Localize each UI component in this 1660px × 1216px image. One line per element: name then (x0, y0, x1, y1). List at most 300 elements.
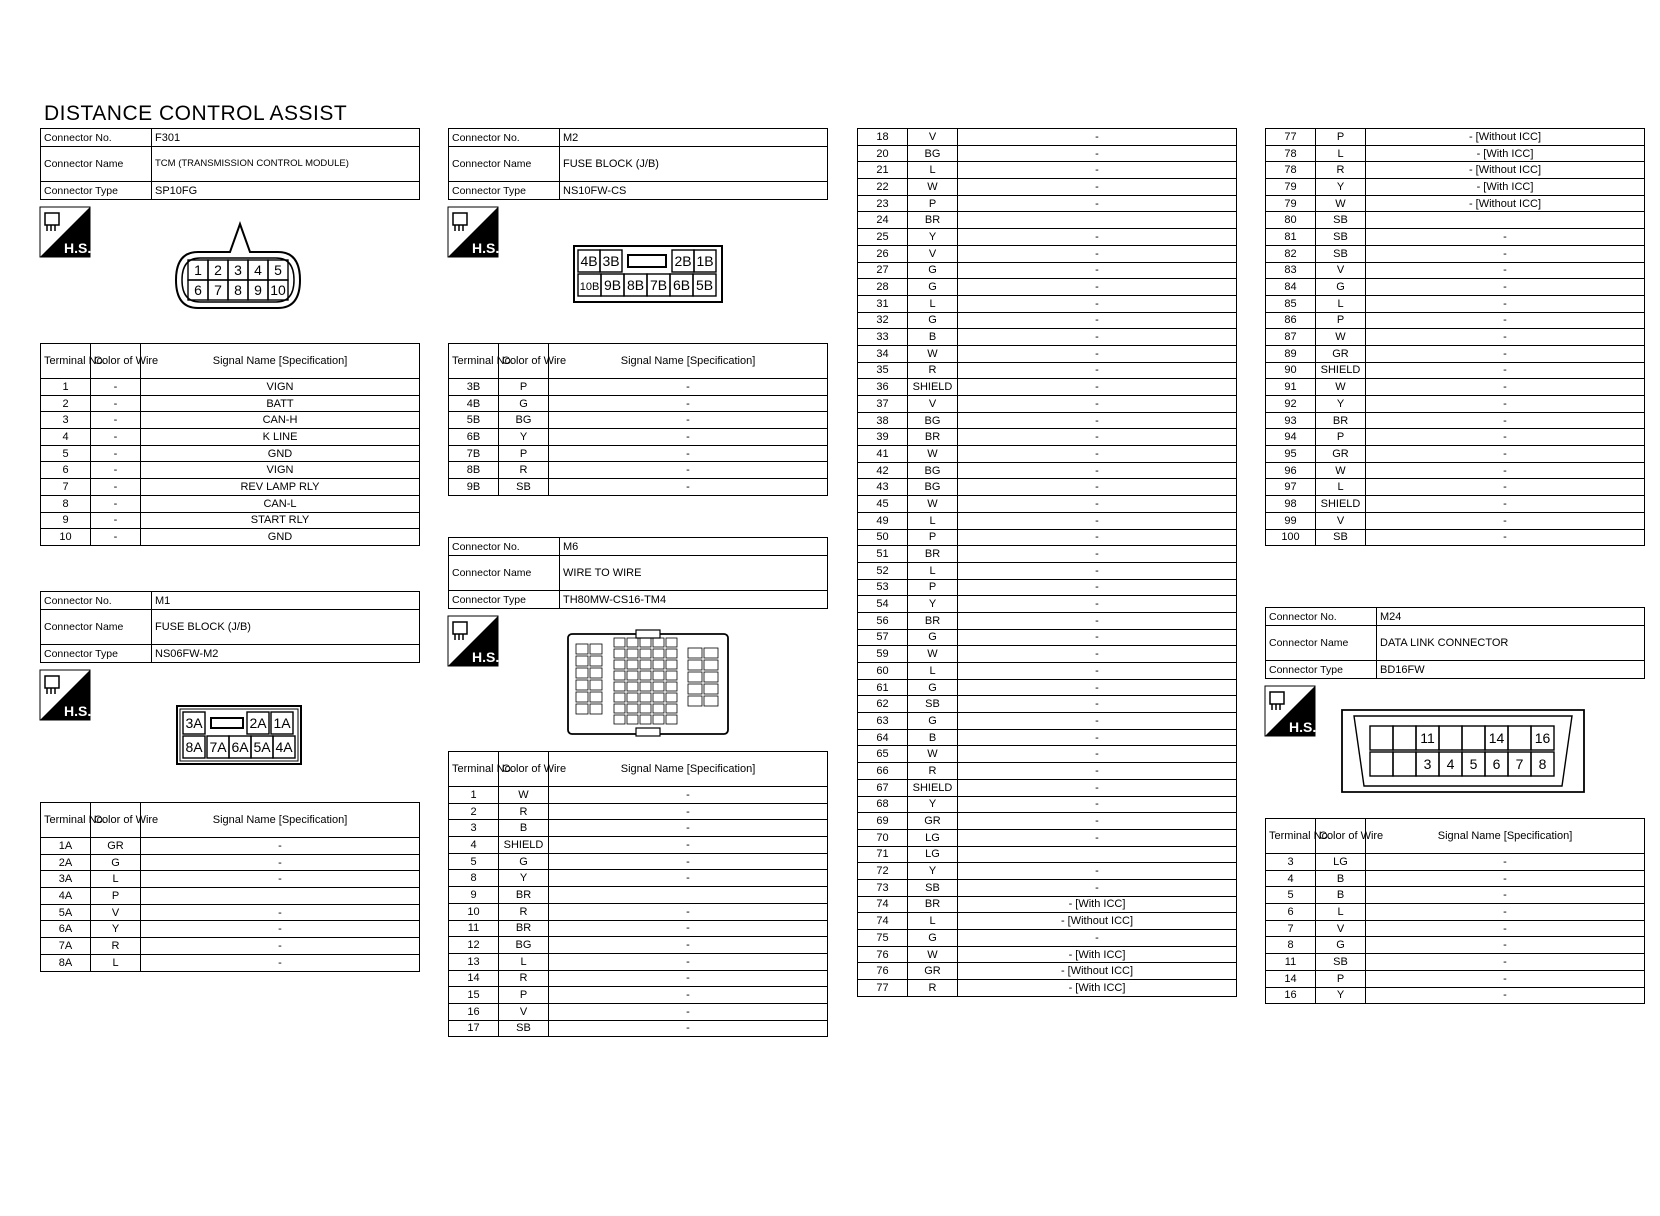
terminal-no: 37 (858, 396, 908, 413)
terminal-header: Terminal No. (449, 344, 499, 379)
table-row (858, 229, 1237, 246)
terminal-no: 5 (449, 853, 499, 870)
pin-label: 7 (214, 282, 222, 298)
harness-side-icon (40, 670, 90, 720)
terminal-no: 8 (41, 495, 91, 512)
wire-color: R (1316, 162, 1366, 179)
wire-color: GR (908, 813, 958, 830)
wire-color: B (908, 729, 958, 746)
table-row (858, 329, 1237, 346)
signal-name: - (1366, 920, 1645, 937)
wire-color: W (908, 946, 958, 963)
wire-color: BR (499, 887, 549, 904)
terminal-no: 76 (858, 963, 908, 980)
wire-color: BR (908, 896, 958, 913)
signal-name: - [With ICC] (958, 980, 1237, 997)
connector-cavity (640, 682, 651, 691)
wire-color: - (91, 412, 141, 429)
wire-color: W (1316, 329, 1366, 346)
terminal-no: 95 (1266, 446, 1316, 463)
connector-cavity (666, 671, 677, 680)
terminal-no: 41 (858, 446, 908, 463)
terminal-no: 14 (1266, 970, 1316, 987)
pin-label: 2A (249, 715, 267, 731)
signal-name: - (1366, 396, 1645, 413)
terminal-no: 5B (449, 412, 499, 429)
wire-color: W (1316, 195, 1366, 212)
signal-name: - (549, 870, 828, 887)
table-row (449, 1020, 828, 1037)
table-row (858, 179, 1237, 196)
signal-name: - (1366, 379, 1645, 396)
wire-color: SB (499, 1020, 549, 1037)
signal-name: - (1366, 446, 1645, 463)
terminal-no: 2 (41, 395, 91, 412)
signal-name: K LINE (141, 429, 420, 446)
wire-color: R (908, 980, 958, 997)
table-row (449, 837, 828, 854)
svg-text:H.S.: H.S. (472, 649, 500, 665)
connector-cavity (614, 649, 625, 658)
wire-color: SHIELD (908, 779, 958, 796)
table-row (1266, 887, 1645, 904)
table-row (858, 829, 1237, 846)
signal-header: Signal Name [Specification] (549, 752, 828, 787)
table-row (449, 820, 828, 837)
terminal-no: 2A (41, 854, 91, 871)
table-row (858, 612, 1237, 629)
connector-cavity (614, 671, 625, 680)
table-row (449, 853, 828, 870)
connector-key (628, 255, 666, 267)
terminal-no: 54 (858, 596, 908, 613)
wire-color: G (908, 312, 958, 329)
svg-text:H.S.: H.S. (1289, 719, 1317, 735)
terminal-no: 67 (858, 779, 908, 796)
wire-color: P (908, 529, 958, 546)
table-row (1266, 145, 1645, 162)
signal-name: - (958, 796, 1237, 813)
terminal-no: 43 (858, 479, 908, 496)
signal-name: - [With ICC] (1366, 145, 1645, 162)
signal-name: - (549, 920, 828, 937)
signal-name: - (958, 429, 1237, 446)
wire-color: SHIELD (908, 379, 958, 396)
connector-cavity (653, 693, 664, 702)
terminal-no: 26 (858, 245, 908, 262)
pin-label: 8 (234, 282, 242, 298)
table-row (41, 445, 420, 462)
wire-color: Y (499, 870, 549, 887)
signal-name: - (1366, 279, 1645, 296)
table-row (41, 871, 420, 888)
terminal-no: 12 (449, 937, 499, 954)
connector-cavity (653, 682, 664, 691)
signal-name: - (141, 854, 420, 871)
terminal-no: 56 (858, 612, 908, 629)
table-row (41, 462, 420, 479)
signal-name: - (1366, 262, 1645, 279)
terminal-no: 3 (449, 820, 499, 837)
signal-name: - (958, 763, 1237, 780)
connector-m6-info: Connector No. M6 Connector Name WIRE TO WIRE Connector Type TH80MW-CS16-TM4 (448, 537, 828, 609)
table-row (449, 937, 828, 954)
terminal-no: 33 (858, 329, 908, 346)
signal-name: - (958, 679, 1237, 696)
wire-color: V (908, 245, 958, 262)
connector-cavity (576, 680, 588, 690)
terminal-header: Terminal No. (41, 803, 91, 838)
pin-label: 16 (1534, 730, 1551, 746)
table-row (449, 445, 828, 462)
svg-text:H.S.: H.S. (472, 240, 500, 256)
signal-name: - (958, 396, 1237, 413)
signal-name: - (1366, 345, 1645, 362)
table-row (1266, 195, 1645, 212)
signal-name: - (549, 429, 828, 446)
pin-label: 3B (602, 253, 620, 269)
signal-name: - (1366, 970, 1645, 987)
table-row (858, 345, 1237, 362)
page-title: DISTANCE CONTROL ASSIST (44, 102, 348, 125)
signal-name: - (1366, 954, 1645, 971)
terminal-no: 59 (858, 646, 908, 663)
terminal-no: 49 (858, 512, 908, 529)
connector-m24-info: Connector No. M24 Connector Name DATA LINK CONNECTOR Connector Type BD16FW (1265, 607, 1645, 679)
terminal-no: 2 (449, 803, 499, 820)
table-row (858, 245, 1237, 262)
connector-name-value: TCM (TRANSMISSION CONTROL MODULE) (152, 147, 420, 182)
table-row (858, 879, 1237, 896)
wire-color: P (1316, 312, 1366, 329)
signal-name: - (549, 937, 828, 954)
terminal-no: 100 (1266, 529, 1316, 546)
terminal-no: 36 (858, 379, 908, 396)
terminal-no: 4 (449, 837, 499, 854)
wire-color: BR (1316, 412, 1366, 429)
wire-color: G (1316, 279, 1366, 296)
signal-name: - (549, 1003, 828, 1020)
connector-cavity (666, 649, 677, 658)
pin-label: 8B (626, 277, 645, 293)
connector-cavity (576, 644, 588, 654)
signal-name: - (549, 445, 828, 462)
m24-signal-table (1265, 818, 1645, 1004)
terminal-no: 9 (449, 887, 499, 904)
signal-name: - [With ICC] (958, 946, 1237, 963)
connector-cavity (614, 682, 625, 691)
table-row (41, 888, 420, 905)
terminal-no: 57 (858, 629, 908, 646)
connector-m2-info: Connector No. M2 Connector Name FUSE BLOCK (J/B) Connector Type NS10FW-CS (448, 128, 828, 200)
pin-label: 7B (649, 277, 668, 293)
connector-cavity (590, 656, 602, 666)
terminal-no: 74 (858, 913, 908, 930)
wire-color: BR (908, 612, 958, 629)
connector-cavity (627, 660, 638, 669)
signal-name: - (958, 779, 1237, 796)
table-row (449, 1003, 828, 1020)
wire-color: SB (908, 696, 958, 713)
connector-cavity (614, 660, 625, 669)
terminal-no: 79 (1266, 179, 1316, 196)
signal-header: Signal Name [Specification] (141, 344, 420, 379)
connector-cavity (576, 656, 588, 666)
table-row (858, 763, 1237, 780)
connector-cavity (590, 704, 602, 714)
terminal-no: 1 (449, 787, 499, 804)
terminal-no: 42 (858, 462, 908, 479)
table-row (858, 546, 1237, 563)
terminal-header: Terminal No. (41, 344, 91, 379)
pin-label: 3 (234, 262, 242, 278)
signal-name: - (958, 345, 1237, 362)
m24-connector-diagram (1340, 708, 1586, 794)
signal-name: - (141, 838, 420, 855)
table-row (858, 980, 1237, 997)
wire-color: P (499, 987, 549, 1004)
pin-label: 9B (603, 277, 622, 293)
terminal-no: 90 (1266, 362, 1316, 379)
terminal-no: 1 (41, 379, 91, 396)
signal-name: - (958, 546, 1237, 563)
pin-label: 1 (194, 262, 202, 278)
table-row (449, 970, 828, 987)
connector-cavity (614, 638, 625, 647)
table-row (1266, 529, 1645, 546)
table-row (1266, 212, 1645, 229)
signal-name: - (549, 837, 828, 854)
terminal-no: 3B (449, 379, 499, 396)
signal-name: - (141, 954, 420, 971)
table-row (858, 462, 1237, 479)
table-row (858, 913, 1237, 930)
wire-color: G (908, 279, 958, 296)
signal-name: - (958, 162, 1237, 179)
terminal-no: 6B (449, 429, 499, 446)
pin-label: 9 (254, 282, 262, 298)
svg-text:H.S.: H.S. (64, 240, 92, 256)
terminal-no: 85 (1266, 295, 1316, 312)
terminal-no: 7B (449, 445, 499, 462)
connector-cavity (590, 692, 602, 702)
terminal-no: 75 (858, 930, 908, 947)
wire-color: V (908, 129, 958, 146)
terminal-no: 53 (858, 579, 908, 596)
connector-cavity (653, 704, 664, 713)
pin-label: 3A (185, 715, 203, 731)
wire-color: P (1316, 129, 1366, 146)
pin-label: 4 (254, 262, 262, 278)
wire-color: SB (499, 479, 549, 496)
table-row (449, 870, 828, 887)
connector-cavity (576, 668, 588, 678)
signal-name: REV LAMP RLY (141, 479, 420, 496)
signal-name: - (958, 930, 1237, 947)
connector-cavity (688, 648, 702, 658)
signal-name: - (958, 863, 1237, 880)
pin-label: 7A (209, 739, 227, 755)
wire-color: W (908, 179, 958, 196)
table-row (1266, 262, 1645, 279)
terminal-no: 64 (858, 729, 908, 746)
connector-cavity (640, 704, 651, 713)
pin-label: 5 (1469, 756, 1478, 772)
table-row (858, 295, 1237, 312)
harness-side-icon (448, 616, 498, 666)
wire-color: W (1316, 379, 1366, 396)
signal-name (141, 888, 420, 905)
terminal-no: 10 (449, 903, 499, 920)
pin-label: 6 (1492, 756, 1501, 772)
connector-cavity (666, 693, 677, 702)
pin-label: 5 (274, 262, 282, 278)
table-row (449, 479, 828, 496)
wire-color: Y (908, 596, 958, 613)
color-header: Color of Wire (499, 344, 549, 379)
wire-color: SHIELD (1316, 496, 1366, 513)
signal-name: - (549, 953, 828, 970)
signal-name: VIGN (141, 379, 420, 396)
m2-signal-table (448, 343, 828, 496)
signal-name: - (1366, 412, 1645, 429)
signal-name: GND (141, 529, 420, 546)
wire-color: W (908, 496, 958, 513)
signal-name: - (958, 729, 1237, 746)
signal-name: - (1366, 854, 1645, 871)
table-row (858, 746, 1237, 763)
wire-color: W (908, 345, 958, 362)
connector-pin (1439, 726, 1462, 750)
connector-cavity (666, 682, 677, 691)
m6-signal-table-part3 (1265, 128, 1645, 546)
signal-name: - (958, 412, 1237, 429)
table-row (41, 395, 420, 412)
signal-name: - (549, 970, 828, 987)
connector-cavity (627, 638, 638, 647)
table-row (858, 412, 1237, 429)
wire-color: V (1316, 512, 1366, 529)
terminal-header: Terminal No. (449, 752, 499, 787)
terminal-no: 60 (858, 663, 908, 680)
table-row (1266, 904, 1645, 921)
signal-name: - (141, 871, 420, 888)
signal-name: - (958, 379, 1237, 396)
signal-name: - (958, 529, 1237, 546)
wire-color: R (499, 462, 549, 479)
wire-color: BR (908, 212, 958, 229)
f301-connector-diagram (170, 222, 310, 314)
table-row (858, 963, 1237, 980)
wire-color: BG (499, 937, 549, 954)
table-row (449, 953, 828, 970)
pin-label: 11 (1420, 730, 1435, 746)
f301-signal-table (40, 343, 420, 546)
signal-header: Signal Name [Specification] (549, 344, 828, 379)
wire-color: Y (1316, 396, 1366, 413)
terminal-no: 6 (1266, 904, 1316, 921)
table-row (1266, 512, 1645, 529)
signal-name: - (549, 479, 828, 496)
table-row (858, 312, 1237, 329)
terminal-no: 17 (449, 1020, 499, 1037)
table-row (1266, 429, 1645, 446)
wire-color: BG (908, 412, 958, 429)
wire-color: BR (908, 546, 958, 563)
terminal-no: 45 (858, 496, 908, 513)
signal-name: - (549, 395, 828, 412)
table-row (858, 896, 1237, 913)
signal-name: - (958, 179, 1237, 196)
table-row (1266, 329, 1645, 346)
terminal-no: 4 (41, 429, 91, 446)
wire-color: G (908, 930, 958, 947)
wire-color: G (908, 629, 958, 646)
wire-color: SHIELD (499, 837, 549, 854)
table-row (858, 479, 1237, 496)
wire-color: BR (499, 920, 549, 937)
table-row (1266, 954, 1645, 971)
wire-color: P (499, 379, 549, 396)
terminal-no: 76 (858, 946, 908, 963)
connector-f301-info: Connector No. F301 Connector Name TCM (TRANSMISSION CONTROL MODULE) Connector Type SP10FG (40, 128, 420, 200)
wire-color: P (1316, 970, 1366, 987)
terminal-no: 24 (858, 212, 908, 229)
connector-pin (1370, 752, 1393, 776)
terminal-no: 81 (1266, 229, 1316, 246)
terminal-no: 11 (449, 920, 499, 937)
table-row (449, 412, 828, 429)
connector-pin (1508, 726, 1531, 750)
signal-name: - (958, 596, 1237, 613)
table-row (449, 429, 828, 446)
wire-color: W (499, 787, 549, 804)
terminal-no: 18 (858, 129, 908, 146)
terminal-no: 16 (1266, 987, 1316, 1004)
table-row (1266, 129, 1645, 146)
terminal-no: 8 (449, 870, 499, 887)
wire-color: - (91, 495, 141, 512)
table-row (858, 262, 1237, 279)
connector-cavity (640, 693, 651, 702)
connector-cavity (576, 692, 588, 702)
harness-side-icon (1265, 686, 1315, 736)
wire-color: V (1316, 920, 1366, 937)
terminal-no: 77 (1266, 129, 1316, 146)
table-row (858, 796, 1237, 813)
terminal-no: 3A (41, 871, 91, 888)
terminal-no: 28 (858, 279, 908, 296)
pin-label: 6A (231, 739, 249, 755)
terminal-no: 89 (1266, 345, 1316, 362)
signal-name: - (549, 787, 828, 804)
table-row (858, 629, 1237, 646)
wire-color: Y (1316, 179, 1366, 196)
connector-pin (1370, 726, 1393, 750)
wire-color: Y (1316, 987, 1366, 1004)
signal-name: - (1366, 245, 1645, 262)
signal-name: - (958, 129, 1237, 146)
table-row (1266, 279, 1645, 296)
wire-color: Y (91, 921, 141, 938)
m1-connector-diagram (175, 704, 305, 768)
wire-color: G (499, 395, 549, 412)
table-row (449, 379, 828, 396)
connector-cavity (640, 660, 651, 669)
table-row (1266, 362, 1645, 379)
terminal-no: 65 (858, 746, 908, 763)
wire-color: W (908, 646, 958, 663)
